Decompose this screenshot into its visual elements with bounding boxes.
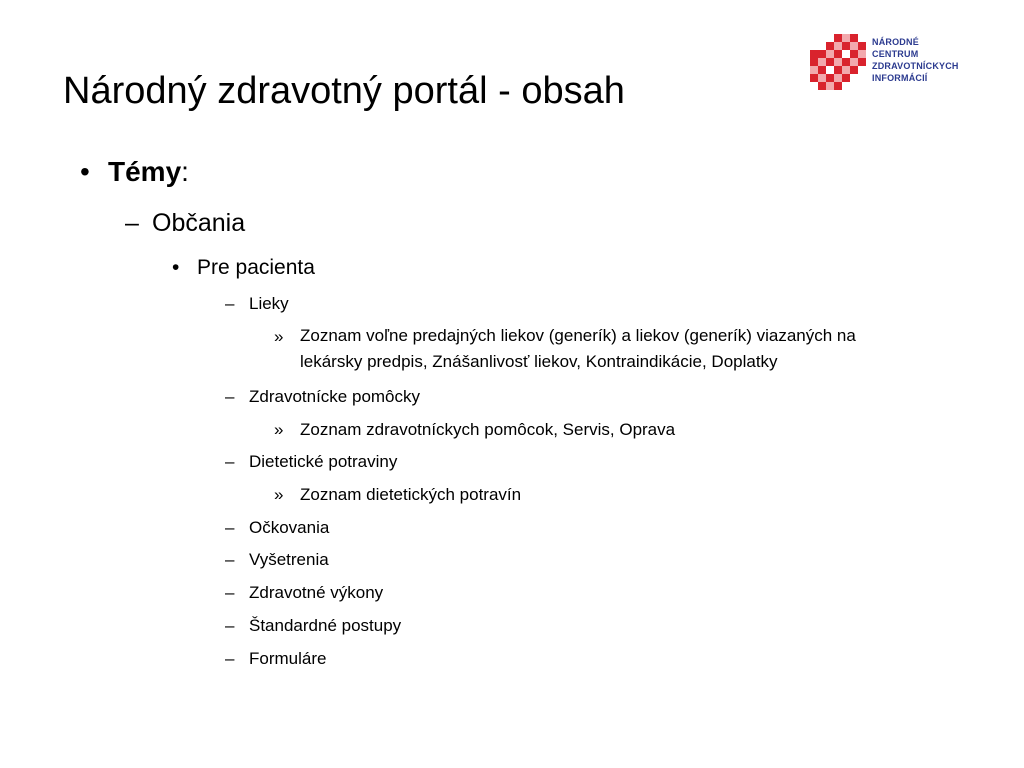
logo-line: ZDRAVOTNÍCKYCH <box>872 61 959 71</box>
subitem-line: Zoznam voľne predajných liekov (generík) a liekov (generík) viazaných na <box>300 326 856 345</box>
group-label: Občania <box>152 209 246 237</box>
dash-icon: – <box>225 294 235 313</box>
topic-heading <box>108 156 189 188</box>
section-label: Pre pacienta <box>197 256 315 279</box>
list-item-pomocky: Zdravotnícke pomôcky <box>249 387 421 406</box>
list-item-formulare: Formuláre <box>249 649 327 668</box>
list-item-vysetrenia: Vyšetrenia <box>249 550 329 569</box>
list-subitem-pomocky: Zoznam zdravotníckych pomôcok, Servis, Oprava <box>300 420 676 439</box>
list-item-vykony: Zdravotné výkony <box>249 583 384 602</box>
chevron-icon: » <box>274 485 284 504</box>
list-item-ockovania: Očkovania <box>249 518 330 537</box>
subitem-line: lekársky predpis, Znášanlivosť liekov, Kontraindikácie, Doplatky <box>300 352 778 371</box>
list-item-postupy: Štandardné postupy <box>249 616 402 635</box>
dash-icon: – <box>225 452 235 471</box>
slide-title: Národný zdravotný portál - obsah <box>63 70 625 112</box>
topic-suffix: : <box>181 156 189 187</box>
list-subitem-potraviny: Zoznam dietetických potravín <box>300 485 522 504</box>
logo-line: NÁRODNÉ <box>872 37 919 47</box>
dash-icon: – <box>225 518 235 537</box>
list-subitem-lieky <box>300 323 1000 375</box>
list-item-potraviny: Dietetické potraviny <box>249 452 398 471</box>
bullet-icon: • <box>172 256 180 279</box>
chevron-icon: » <box>274 327 284 346</box>
list-item-lieky: Lieky <box>249 294 289 313</box>
logo-line: INFORMÁCIÍ <box>872 73 928 83</box>
dash-icon: – <box>125 209 139 237</box>
logo-line: CENTRUM <box>872 49 919 59</box>
dash-icon: – <box>225 616 235 635</box>
topic-label: Témy <box>108 156 182 187</box>
dash-icon: – <box>225 649 235 668</box>
dash-icon: – <box>225 583 235 602</box>
dash-icon: – <box>225 387 235 406</box>
chevron-icon: » <box>274 420 284 439</box>
bullet-icon: • <box>80 156 90 187</box>
dash-icon: – <box>225 550 235 569</box>
